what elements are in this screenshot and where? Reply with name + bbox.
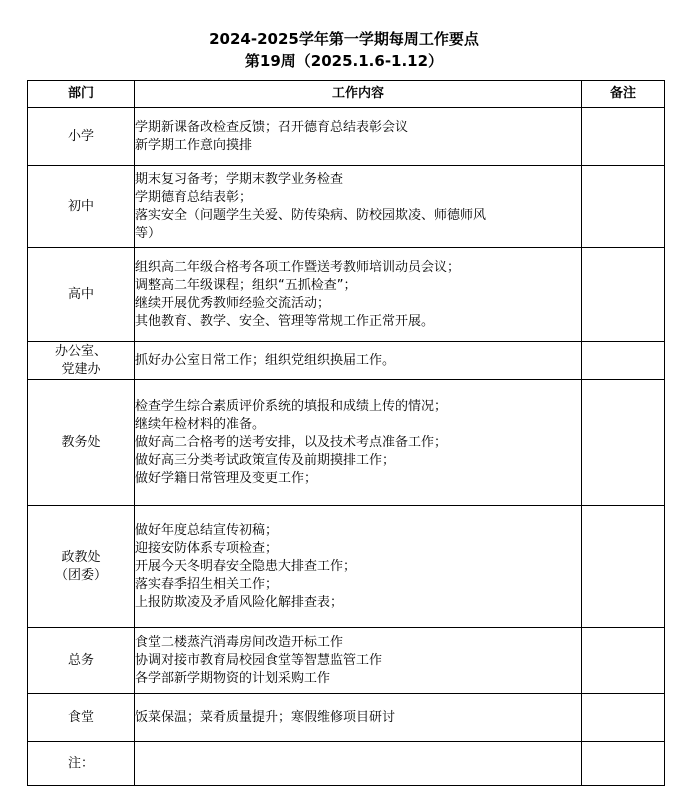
dept-label: 注： xyxy=(67,755,94,771)
dept-cell xyxy=(28,742,135,786)
work-cell xyxy=(135,248,582,342)
dept-label: 初中 xyxy=(67,198,94,214)
work-line: 等） xyxy=(135,225,162,241)
work-line: 组织高二年级合格考各项工作暨送考教师培训动员会议； xyxy=(135,259,461,275)
work-cell xyxy=(135,694,582,742)
note-cell xyxy=(582,742,665,786)
table-row xyxy=(28,166,665,248)
table-row xyxy=(28,628,665,694)
dept-label: 总务 xyxy=(67,652,94,668)
note-cell xyxy=(582,108,665,166)
work-line: 新学期工作意向摸排 xyxy=(135,137,253,153)
work-cell xyxy=(135,742,582,786)
note-cell xyxy=(582,166,665,248)
work-line: 各学部新学期物资的计划采购工作 xyxy=(135,670,331,686)
dept-label: 小学 xyxy=(67,128,94,144)
work-line: 开展今天冬明春安全隐患大排查工作； xyxy=(135,558,357,574)
work-cell xyxy=(135,108,582,166)
dept-label: 教务处 xyxy=(61,434,101,450)
work-line: 食堂二楼蒸汽消毒房间改造开标工作 xyxy=(135,634,344,650)
dept-label: 党建办 xyxy=(61,361,101,377)
dept-cell xyxy=(28,694,135,742)
work-line: 落实春季招生相关工作； xyxy=(135,576,279,592)
note-cell xyxy=(582,248,665,342)
dept-cell xyxy=(28,342,135,380)
dept-label: 政教处 xyxy=(61,549,101,565)
work-line: 调整高二年级课程；组织“五抓检查”； xyxy=(135,277,357,293)
dept-cell xyxy=(28,248,135,342)
work-cell xyxy=(135,166,582,248)
table-row xyxy=(28,380,665,506)
work-line: 协调对接市教育局校园食堂等智慧监管工作 xyxy=(135,652,383,668)
header-note: 备注 xyxy=(582,81,665,108)
work-cell xyxy=(135,342,582,380)
document-title: 2024-2025学年第一学期每周工作要点 xyxy=(209,30,479,48)
document-subtitle: 第19周（2025.1.6-1.12） xyxy=(244,52,444,70)
work-line: 其他教育、教学、安全、管理等常规工作正常开展。 xyxy=(135,313,435,329)
dept-cell xyxy=(28,108,135,166)
table-header-row xyxy=(28,81,665,108)
work-cell xyxy=(135,506,582,628)
dept-label: （团委） xyxy=(54,567,107,583)
header-dept: 部门 xyxy=(28,81,135,108)
work-line: 期末复习备考；学期末教学业务检查 xyxy=(135,171,344,187)
work-cell xyxy=(135,380,582,506)
work-line: 做好高三分类考试政策宣传及前期摸排工作； xyxy=(135,452,396,468)
work-line: 继续年检材料的准备。 xyxy=(135,416,266,432)
note-cell xyxy=(582,342,665,380)
weekly-work-table xyxy=(27,80,665,786)
work-line: 迎接安防体系专项检查； xyxy=(135,540,279,556)
note-cell xyxy=(582,506,665,628)
table-row xyxy=(28,742,665,786)
dept-cell xyxy=(28,628,135,694)
work-cell xyxy=(135,628,582,694)
note-cell xyxy=(582,380,665,506)
work-line: 做好高二合格考的送考安排，以及技术考点准备工作； xyxy=(135,434,448,450)
table-row xyxy=(28,694,665,742)
table-row xyxy=(28,342,665,380)
work-line: 做好学籍日常管理及变更工作； xyxy=(135,470,318,486)
work-line: 抓好办公室日常工作；组织党组织换届工作。 xyxy=(135,352,396,368)
dept-label: 高中 xyxy=(67,286,94,302)
work-line: 学期德育总结表彰； xyxy=(135,189,253,205)
work-line: 继续开展优秀教师经验交流活动； xyxy=(135,295,331,311)
dept-cell xyxy=(28,166,135,248)
work-line: 上报防欺凌及矛盾风险化解排查表； xyxy=(135,594,344,610)
table-row xyxy=(28,506,665,628)
work-line: 检查学生综合素质评价系统的填报和成绩上传的情况； xyxy=(135,398,448,414)
table-row xyxy=(28,108,665,166)
work-line: 落实安全（问题学生关爱、防传染病、防校园欺凌、师德师风 xyxy=(135,207,487,223)
note-cell xyxy=(582,694,665,742)
dept-cell xyxy=(28,506,135,628)
dept-cell xyxy=(28,380,135,506)
work-line: 饭菜保温；菜肴质量提升；寒假维修项目研讨 xyxy=(135,709,396,725)
dept-label: 办公室、 xyxy=(54,343,107,359)
table-row xyxy=(28,248,665,342)
header-work: 工作内容 xyxy=(135,81,582,108)
dept-label: 食堂 xyxy=(67,709,94,725)
work-line: 学期新课备改检查反馈；召开德育总结表彰会议 xyxy=(135,119,409,135)
note-cell xyxy=(582,628,665,694)
work-line: 做好年度总结宣传初稿； xyxy=(135,522,279,538)
